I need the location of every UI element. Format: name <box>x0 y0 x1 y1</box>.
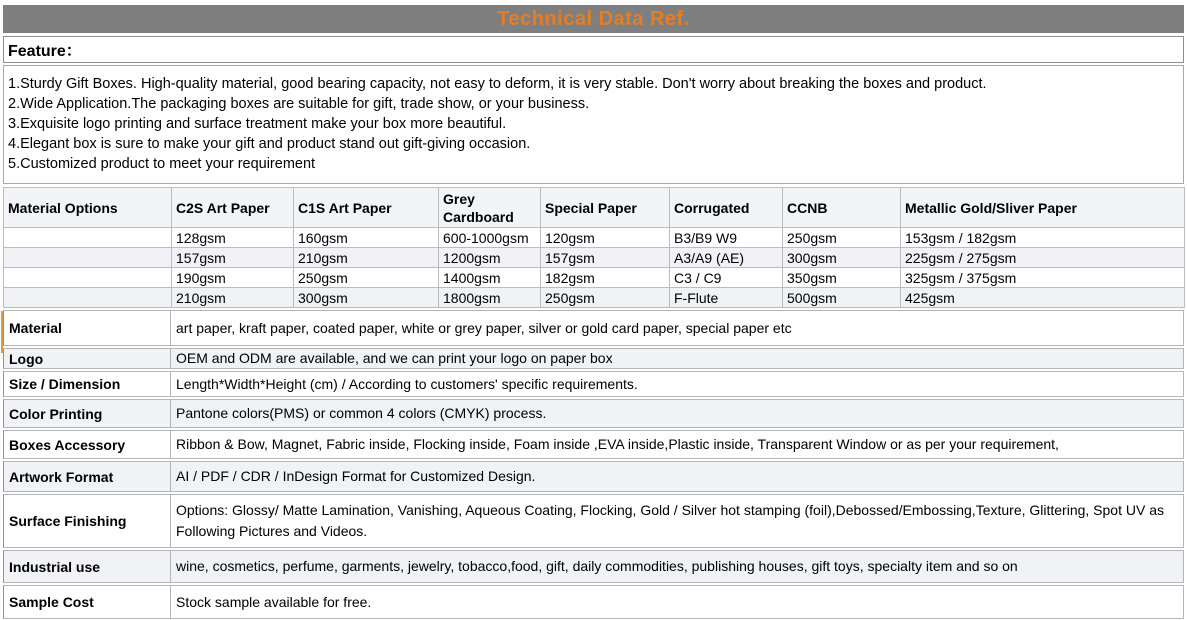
spec-label: Color Printing <box>4 400 171 427</box>
spec-value: wine, cosmetics, perfume, garments, jewelry, tobacco,food, gift, daily commodities, publishing houses, gift toys, specialty item and so on <box>176 558 1018 574</box>
materials-header-row <box>4 188 1185 228</box>
table-cell: 157gsm <box>172 248 294 268</box>
table-cell: 190gsm <box>172 268 294 288</box>
table-cell: 1400gsm <box>439 268 541 288</box>
page-title: Technical Data Ref. <box>497 7 690 30</box>
table-cell: 210gsm <box>172 288 294 308</box>
spec-label: Boxes Accessory <box>4 431 171 458</box>
table-cell: 153gsm / 182gsm <box>901 228 1185 248</box>
spec-value: art paper, kraft paper, coated paper, white or grey paper, silver or gold card paper, special paper etc <box>176 319 792 336</box>
table-cell: 1800gsm <box>439 288 541 308</box>
spec-row-artwork-format <box>3 461 1184 492</box>
feature-item: 2.Wide Application.The packaging boxes are suitable for gift, trade show, or your business. <box>8 96 590 112</box>
table-row <box>4 228 1185 248</box>
spec-value: OEM and ODM are available, and we can print your logo on paper box <box>176 350 613 366</box>
column-header: Metallic Gold/Sliver Paper <box>901 188 1185 228</box>
table-cell: 128gsm <box>172 228 294 248</box>
spec-label: Size / Dimension <box>4 372 171 396</box>
table-cell: 225gsm / 275gsm <box>901 248 1185 268</box>
table-cell: 350gsm <box>783 268 901 288</box>
table-cell: 160gsm <box>294 228 439 248</box>
spec-value: AI / PDF / CDR / InDesign Format for Customized Design. <box>176 468 536 484</box>
feature-item: 4.Elegant box is sure to make your gift and product stand out gift-giving occasion. <box>8 136 531 152</box>
spec-label: Industrial use <box>4 551 171 582</box>
table-cell: 120gsm <box>541 228 670 248</box>
feature-item: 1.Sturdy Gift Boxes. High-quality material, good bearing capacity, not easy to deform, it is very stable. Don't worry about breaking the boxes and product. <box>8 76 987 92</box>
table-cell: 325gsm / 375gsm <box>901 268 1185 288</box>
spec-label: Logo <box>4 349 171 368</box>
spec-label: Material <box>4 311 171 345</box>
title-bar <box>3 5 1184 33</box>
column-header: C2S Art Paper <box>172 188 294 228</box>
table-cell: C3 / C9 <box>670 268 783 288</box>
table-cell: 157gsm <box>541 248 670 268</box>
spec-label: Artwork Format <box>4 462 171 491</box>
table-cell: 600-1000gsm <box>439 228 541 248</box>
table-cell: 250gsm <box>541 288 670 308</box>
table-cell <box>4 248 172 268</box>
table-cell: 300gsm <box>294 288 439 308</box>
table-cell: 210gsm <box>294 248 439 268</box>
table-row <box>4 288 1185 308</box>
spec-label: Sample Cost <box>4 586 171 618</box>
page <box>0 5 1187 620</box>
feature-item: 3.Exquisite logo printing and surface treatment make your box more beautiful. <box>8 116 507 132</box>
table-cell: B3/B9 W9 <box>670 228 783 248</box>
spec-row-boxes-accessory <box>3 430 1184 459</box>
table-cell: 1200gsm <box>439 248 541 268</box>
feature-heading-box <box>3 36 1184 63</box>
left-edge-accent-mark <box>1 311 3 353</box>
table-cell <box>4 268 172 288</box>
table-cell: 500gsm <box>783 288 901 308</box>
column-header: Corrugated <box>670 188 783 228</box>
table-cell <box>4 288 172 308</box>
spec-row-sample-cost <box>3 585 1184 619</box>
table-cell <box>4 228 172 248</box>
spec-row-logo <box>3 348 1184 369</box>
column-header: Grey Cardboard <box>439 188 541 228</box>
spec-row-material <box>3 310 1184 346</box>
table-row <box>4 248 1185 268</box>
column-header: Material Options <box>4 188 172 228</box>
spec-value: Options: Glossy/ Matte Lamination, Vanishing, Aqueous Coating, Flocking, Gold / Silver hot stamping (foil),Debossed/Embossing,Texture, Glittering, Spot UV as Following Pictures and Videos. <box>176 502 1164 539</box>
spec-value: Ribbon & Bow, Magnet, Fabric inside, Flocking inside, Foam inside ,EVA inside,Plastic inside, Transparent Window or as per your requirement, <box>176 436 1059 452</box>
table-cell: 250gsm <box>783 228 901 248</box>
table-row <box>4 268 1185 288</box>
spec-value: Stock sample available for free. <box>176 593 372 610</box>
table-cell: F-Flute <box>670 288 783 308</box>
spec-row-size-dimension <box>3 371 1184 397</box>
materials-table <box>3 187 1185 308</box>
spec-row-industrial-use <box>3 550 1184 583</box>
spec-row-surface-finishing <box>3 494 1184 548</box>
column-header: Special Paper <box>541 188 670 228</box>
spec-row-color-printing <box>3 399 1184 428</box>
spec-label: Surface Finishing <box>4 495 171 547</box>
table-cell: 300gsm <box>783 248 901 268</box>
table-cell: 182gsm <box>541 268 670 288</box>
feature-list <box>3 65 1184 184</box>
feature-heading: Feature： <box>8 43 82 60</box>
column-header: C1S Art Paper <box>294 188 439 228</box>
feature-item: 5.Customized product to meet your requirement <box>8 156 316 172</box>
spec-value: Length*Width*Height (cm) / According to customers' specific requirements. <box>176 375 638 392</box>
table-cell: 250gsm <box>294 268 439 288</box>
column-header: CCNB <box>783 188 901 228</box>
table-cell: A3/A9 (AE) <box>670 248 783 268</box>
table-cell: 425gsm <box>901 288 1185 308</box>
spec-value: Pantone colors(PMS) or common 4 colors (CMYK) process. <box>176 405 547 421</box>
